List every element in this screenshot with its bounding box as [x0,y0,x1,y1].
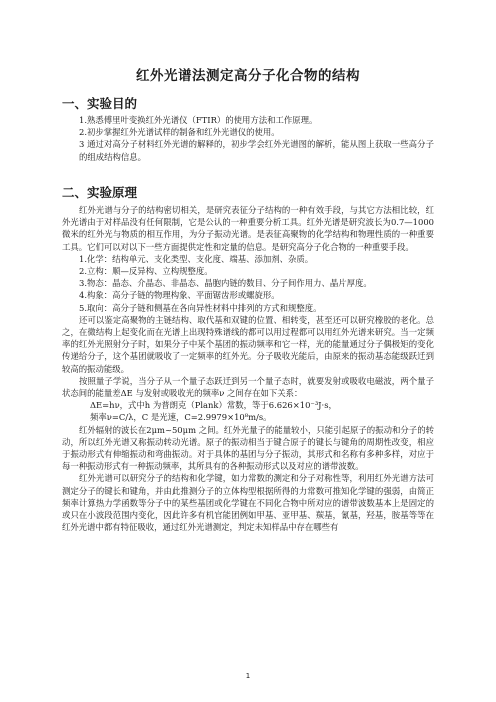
section-heading-principle: 二、实验原理 [62,185,138,200]
page-title: 红外光谱法测定高分子化合物的结构 [136,68,360,84]
objective-item: 3 通过对高分子材料红外光谱的解释的，初步学会红外光谱图的解析，能从图上获取一些高分子的组成结构信息。 [79,139,434,162]
page-number: 1 [245,672,251,680]
principle-paragraph: 红外光谱与分子的结构密切相关，是研究表征分子结构的一种有效手段，与其它方法相比较，红外光谱由于对样品没有任何限制，它是公认的一种重要分析工具。红外光谱是研究波长为0.7—1000 微米的红外光与物质的相互作用，为分子振动光谱。是表征高聚物的化学结构和物理性质的一种重要工具。它们可以对以下一些方面提供定性和定量的信息。是研究高分子化合物的一种重要手段。 [62,205,434,252]
principle-list-item: 4.构象：高分子链的物理构象、平面锯齿形或螺旋形。 [79,290,280,301]
principle-list-item: 2.立构：顺—反异构、立构规整度。 [79,266,213,277]
formula-energy: ΔE=hν，式中h 为普朗克（Plank）常数，等于6.626×10⁻³J·s， [90,400,337,411]
principle-paragraph: 红外光谱可以研究分子的结构和化学键，如力常数的测定和分子对称性等，利用红外光谱方法可测定分子的键长和键角，并由此推测分子的立体构型根据所得的力常数可推知化学键的强弱，由简正频率计算热力学函数等分子中的某些基团或化学键在不同化合物中所对应的谱带波数基本上是固定的或只在小波段范围内变化，因此许多有机官能团例如甲基、亚甲基、羰基，氰基，羟基，胺基等等在红外光谱中都有特征吸收，通过红外光谱测定，判定未知样品中存在哪些有 [62,473,434,533]
objectives-list [62,114,434,163]
principle-list-item: 3.物态：晶态、介晶态、非晶态、晶胞内链的数目、分子间作用力、晶片厚度。 [79,278,372,289]
section-heading-objectives: 一、实验目的 [62,96,138,111]
objective-item: 2.初步掌握红外光谱试样的制备和红外光谱仪的使用。 [79,127,280,138]
formula-frequency: 频率ν=C/λ，C 是光速，C=2.9979×10⁸m/s。 [90,412,272,423]
principle-list-item: 1.化学：结构单元、支化类型、支化度、端基、添加剂、杂质。 [79,253,314,264]
principle-body [62,204,434,533]
principle-paragraph: 按照量子学说，当分子从一个量子态跃迁到另一个量子态时，就要发射或吸收电磁波，两个量子状态间的能量差ΔE 与发射或吸收光的频率ν 之间存在如下关系： [62,375,434,399]
principle-paragraph: 红外辐射的波长在2μm~50μm 之间。红外光量子的能量较小，只能引起原子的振动和分子的转动，所以红外光谱又称振动转动光谱。原子的振动相当于键合原子的键长与键角的周期性改变，相应于振动形式有伸缩振动和弯曲振动。对于具体的基团与分子振动，其形式和名称有多种多样，对应于每一种振动形式有一种振动频率，其所具有的各种振动形式以及对应的谱带波数。 [62,424,434,472]
principle-list-item: 5.取向：高分子链和侧基在各向异性材料中排列的方式和规整度。 [79,302,322,313]
principle-paragraph: 还可以鉴定高聚物的主链结构、取代基和双键的位置、相转变，甚至还可以研究橡胶的老化。总之，在微结构上起变化而在光谱上出现特殊谱线的都可以用过程都可以用红外光谱来研究。当一定频率的红外光照射分子时，如果分子中某个基团的振动频率和它一样，光的能量通过分子偶极矩的变化传递给分子，这个基团就吸收了一定频率的红外光。分子吸收光能后，由原来的振动基态能级跃迁到较高的振动能级。 [62,314,434,374]
objective-item: 1.熟悉傅里叶变换红外光谱仪（FTIR）的使用方法和工作原理。 [79,115,318,125]
